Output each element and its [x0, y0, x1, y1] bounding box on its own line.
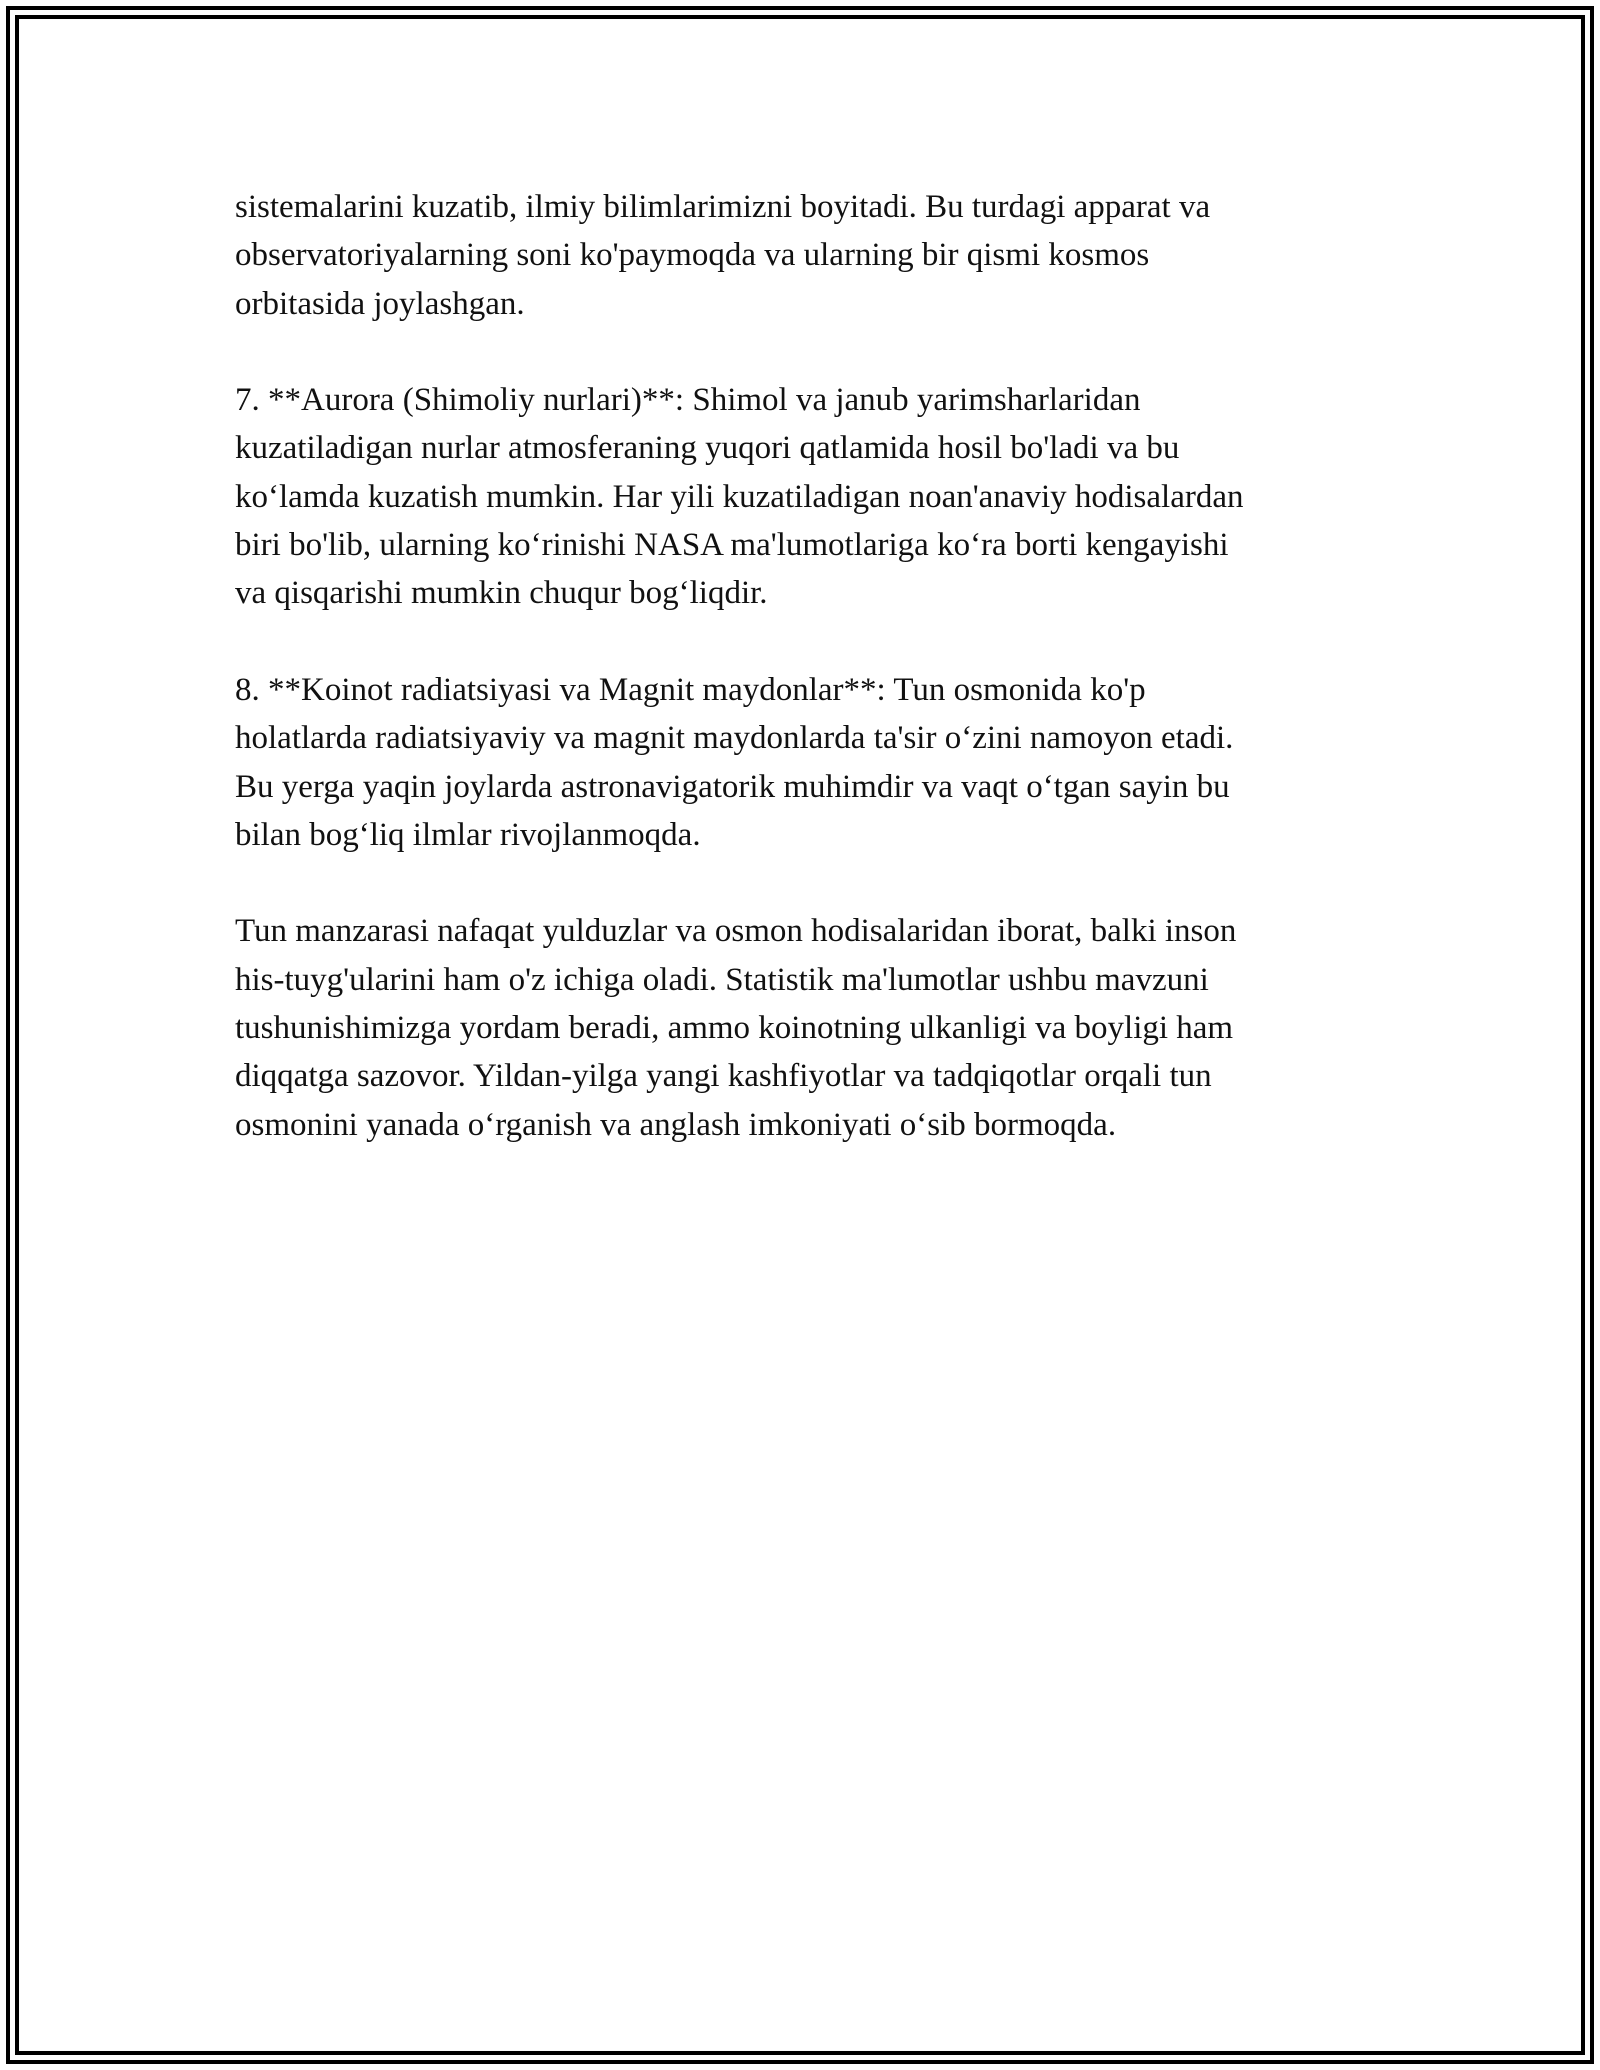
text-line: 7. **Aurora (Shimoliy nurlari)**: Shimol va janub yarimsharlaridan	[235, 382, 1141, 419]
text-line: holatlarda radiatsiyaviy va magnit maydonlarda ta'sir o‘zini namoyon etadi.	[235, 720, 1234, 757]
text-line: sistemalarini kuzatib, ilmiy bilimlarimizni boyitadi. Bu turdagi apparat va	[235, 189, 1211, 225]
paragraph-conclusion	[235, 907, 1370, 1148]
text-line: tushunishimizga yordam beradi, ammo koinotning ulkanligi va boyligi ham	[235, 1010, 1234, 1047]
text-line: biri bo'lib, ularning ko‘rinishi NASA ma'lumotlariga ko‘ra borti kengayishi	[235, 527, 1229, 564]
text-line: diqqatga sazovor. Yildan-yilga yangi kashfiyotlar va tadqiqotlar orqali tun	[235, 1058, 1212, 1095]
paragraph-radiation	[235, 666, 1370, 859]
text-line: Bu yerga yaqin joylarda astronavigatorik muhimdir va vaqt o‘tgan sayin bu	[235, 768, 1230, 805]
document-body	[235, 183, 1370, 1197]
text-line: bilan bog‘liq ilmlar rivojlanmoqda.	[235, 816, 701, 853]
text-line: Tun manzarasi nafaqat yulduzlar va osmon hodisalaridan iborat, balki inson	[235, 913, 1237, 950]
text-line: orbitasida joylashgan.	[235, 285, 525, 322]
text-line: observatoriyalarning soni ko'paymoqda va ularning bir qismi kosmos	[235, 237, 1150, 274]
paragraph-aurora	[235, 376, 1370, 617]
text-line: osmonini yanada o‘rganish va anglash imkoniyati o‘sib bormoqda.	[235, 1106, 1117, 1143]
paragraph-observatories	[235, 183, 1370, 328]
text-line: kuzatiladigan nurlar atmosferaning yuqori qatlamida hosil bo'ladi va bu	[235, 430, 1180, 467]
text-line: ko‘lamda kuzatish mumkin. Har yili kuzatiladigan noan'anaviy hodisalardan	[235, 478, 1244, 515]
text-line: va qisqarishi mumkin chuqur bog‘liqdir.	[235, 575, 768, 612]
text-line: his-tuyg'ularini ham o'z ichiga oladi. Statistik ma'lumotlar ushbu mavzuni	[235, 961, 1209, 998]
text-line: 8. **Koinot radiatsiyasi va Magnit maydonlar**: Tun osmonida ko'p	[235, 671, 1146, 708]
